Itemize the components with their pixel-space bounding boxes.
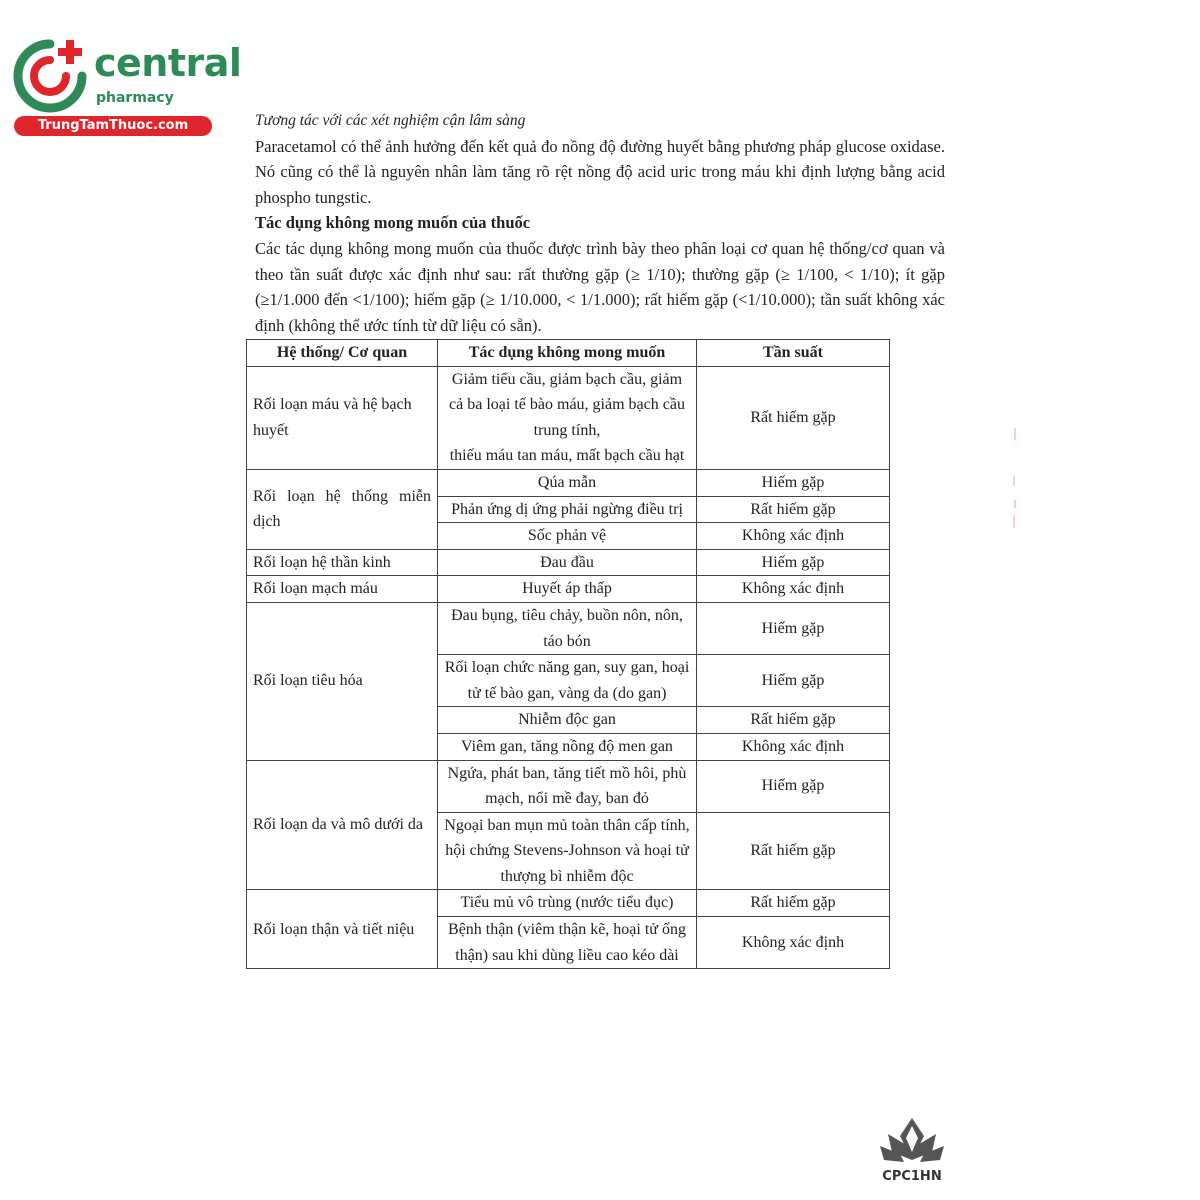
frequency-cell: Không xác định bbox=[697, 733, 890, 760]
document-body bbox=[255, 108, 945, 338]
system-cell: Rối loạn tiêu hóa bbox=[247, 602, 438, 760]
frequency-cell: Rất hiếm gặp bbox=[697, 890, 890, 917]
table-header-row bbox=[247, 340, 890, 367]
effect-cell: Tiểu mủ vô trùng (nước tiểu đục) bbox=[438, 890, 697, 917]
system-cell: Rối loạn mạch máu bbox=[247, 576, 438, 603]
frequency-cell: Không xác định bbox=[697, 576, 890, 603]
pharmacy-cross-icon bbox=[10, 36, 90, 116]
system-cell: Rối loạn da và mô dưới da bbox=[247, 760, 438, 890]
effect-cell: Rối loạn chức năng gan, suy gan, hoại tử tế bào gan, vàng da (do gan) bbox=[438, 655, 697, 707]
system-cell: Rối loạn hệ thần kinh bbox=[247, 549, 438, 576]
effect-cell: Đau bụng, tiêu chảy, buồn nôn, nôn, táo bón bbox=[438, 602, 697, 654]
effect-cell: Ngứa, phát ban, tăng tiết mồ hôi, phù mạch, nổi mề đay, ban đỏ bbox=[438, 760, 697, 812]
frequency-cell: Rất hiếm gặp bbox=[697, 707, 890, 734]
lab-tests-paragraph: Paracetamol có thể ảnh hưởng đến kết quả đo nồng độ đường huyết bằng phương pháp glucose oxidase. Nó cũng có thể là nguyên nhân làm tăng rõ rệt nồng độ acid uric trong máu khi định lượng bằng acid phospho tungstic. bbox=[255, 136, 945, 207]
table-body bbox=[247, 366, 890, 969]
table-row bbox=[247, 760, 890, 812]
table-row bbox=[247, 469, 890, 496]
frequency-cell: Rất hiếm gặp bbox=[697, 496, 890, 523]
frequency-cell: Hiếm gặp bbox=[697, 760, 890, 812]
effect-cell: Bệnh thận (viêm thận kẽ, hoại tử ống thận) sau khi dùng liều cao kéo dài bbox=[438, 917, 697, 969]
scan-edge-marks bbox=[1010, 420, 1020, 580]
system-cell: Rối loạn máu và hệ bạch huyết bbox=[247, 366, 438, 469]
logo-subtitle: pharmacy bbox=[96, 90, 174, 106]
adverse-effects-paragraph: Các tác dụng không mong muốn của thuốc được trình bày theo phân loại cơ quan hệ thống/cơ quan và theo tần suất được xác định như sau: rất thường gặp (≥ 1/10); thường gặp (≥ 1/100, < 1/10); ít gặp (≥1/1.000 đến <1/100); hiếm gặp (≥ 1/10.000, < 1/1.000); rất hiếm gặp (<1/10.000); tần suất không xác định (không thể ước tính từ dữ liệu có sẵn). bbox=[255, 238, 945, 335]
effect-cell: Ngoại ban mụn mủ toàn thân cấp tính, hội chứng Stevens-Johnson và hoại tử thượng bì nhiễm độc bbox=[438, 812, 697, 890]
table-row bbox=[247, 890, 890, 917]
effect-cell: Viêm gan, tăng nồng độ men gan bbox=[438, 733, 697, 760]
effect-cell: Huyết áp thấp bbox=[438, 576, 697, 603]
logo-name: central bbox=[94, 41, 242, 85]
system-cell: Rối loạn thận và tiết niệu bbox=[247, 890, 438, 969]
frequency-cell: Hiếm gặp bbox=[697, 602, 890, 654]
frequency-cell: Rất hiếm gặp bbox=[697, 812, 890, 890]
table-row bbox=[247, 602, 890, 654]
effect-cell: Sốc phản vệ bbox=[438, 523, 697, 550]
lotus-icon bbox=[878, 1116, 946, 1166]
effect-cell: Giảm tiểu cầu, giảm bạch cầu, giảm cả ba loại tế bào máu, giảm bạch cầu trung tính, thiếu máu tan máu, mất bạch cầu hạt bbox=[438, 366, 697, 469]
header-effect: Tác dụng không mong muốn bbox=[438, 340, 697, 367]
central-pharmacy-logo bbox=[10, 36, 242, 136]
adverse-effects-heading: Tác dụng không mong muốn của thuốc bbox=[255, 213, 531, 233]
frequency-cell: Hiếm gặp bbox=[697, 469, 890, 496]
effect-cell: Nhiễm độc gan bbox=[438, 707, 697, 734]
table-row bbox=[247, 576, 890, 603]
header-frequency: Tần suất bbox=[697, 340, 890, 367]
frequency-cell: Hiếm gặp bbox=[697, 655, 890, 707]
cpc1hn-logo bbox=[878, 1116, 946, 1184]
logo-site-banner: TrungTamThuoc.com bbox=[14, 116, 212, 136]
lab-tests-heading: Tương tác với các xét nghiệm cận lâm sàng bbox=[255, 112, 526, 129]
effect-cell: Phản ứng dị ứng phải ngừng điều trị bbox=[438, 496, 697, 523]
frequency-cell: Không xác định bbox=[697, 917, 890, 969]
effect-cell: Qúa mẫn bbox=[438, 469, 697, 496]
table-row bbox=[247, 366, 890, 469]
frequency-cell: Hiếm gặp bbox=[697, 549, 890, 576]
footer-brand: CPC1HN bbox=[882, 1169, 942, 1184]
effect-cell: Đau đầu bbox=[438, 549, 697, 576]
table-row bbox=[247, 549, 890, 576]
adverse-effects-table bbox=[246, 339, 890, 969]
header-system: Hệ thống/ Cơ quan bbox=[247, 340, 438, 367]
frequency-cell: Không xác định bbox=[697, 523, 890, 550]
system-cell: Rối loạn hệ thống miễn dịch bbox=[247, 469, 438, 549]
frequency-cell: Rất hiếm gặp bbox=[697, 366, 890, 469]
